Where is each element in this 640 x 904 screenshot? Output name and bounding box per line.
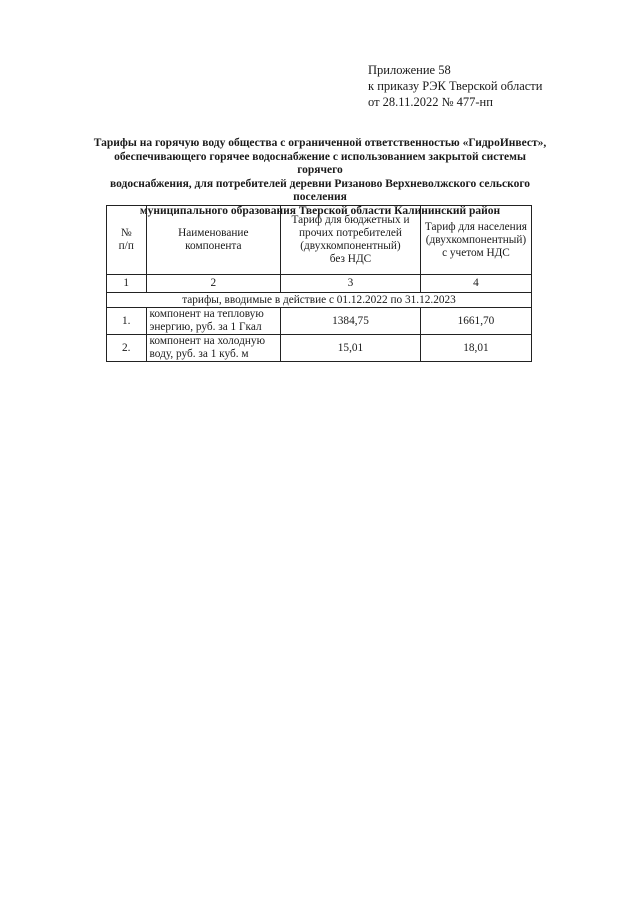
appendix-line-3: от 28.11.2022 № 477-нп bbox=[368, 95, 493, 109]
appendix-line-2: к приказу РЭК Тверской области bbox=[368, 79, 543, 93]
table-header-row bbox=[107, 206, 532, 275]
period-row bbox=[107, 293, 532, 308]
table-row bbox=[107, 308, 532, 335]
column-number-4: 4 bbox=[420, 275, 531, 293]
appendix-reference bbox=[368, 62, 542, 110]
period-label: тарифы, вводимые в действие с 01.12.2022 по 31.12.2023 bbox=[107, 293, 532, 308]
title-line-2: обеспечивающего горячее водоснабжение с использованием закрытой системы горячего bbox=[114, 150, 526, 176]
column-number-3: 3 bbox=[281, 275, 421, 293]
column-number-row bbox=[107, 275, 532, 293]
column-number-2: 2 bbox=[146, 275, 281, 293]
header-population-tariff: Тариф для населения (двухкомпонентный) с учетом НДС bbox=[420, 206, 531, 275]
row-budget-tariff: 1384,75 bbox=[281, 308, 421, 335]
row-number: 1. bbox=[107, 308, 147, 335]
row-population-tariff: 18,01 bbox=[420, 335, 531, 362]
row-number: 2. bbox=[107, 335, 147, 362]
header-budget-tariff: Тариф для бюджетных и прочих потребителей (двухкомпонентный) без НДС bbox=[281, 206, 421, 275]
header-number: № п/п bbox=[107, 206, 147, 275]
column-number-1: 1 bbox=[107, 275, 147, 293]
tariff-table bbox=[106, 205, 532, 362]
title-line-1: Тарифы на горячую воду общества с ограниченной ответственностью «ГидроИнвест», bbox=[93, 137, 547, 149]
appendix-line-1: Приложение 58 bbox=[368, 63, 451, 77]
title-line-4: муниципального образования Тверской области Калининский район bbox=[139, 204, 501, 217]
row-budget-tariff: 15,01 bbox=[281, 335, 421, 362]
title-line-3: водоснабжения, для потребителей деревни Ризаново Верхневолжского сельского поселения bbox=[109, 177, 531, 203]
table-row bbox=[107, 335, 532, 362]
row-component-name: компонент на тепловую энергию, руб. за 1 Гкал bbox=[146, 308, 281, 335]
header-component-name: Наименование компонента bbox=[146, 206, 281, 275]
row-population-tariff: 1661,70 bbox=[420, 308, 531, 335]
row-component-name: компонент на холодную воду, руб. за 1 куб. м bbox=[146, 335, 281, 362]
